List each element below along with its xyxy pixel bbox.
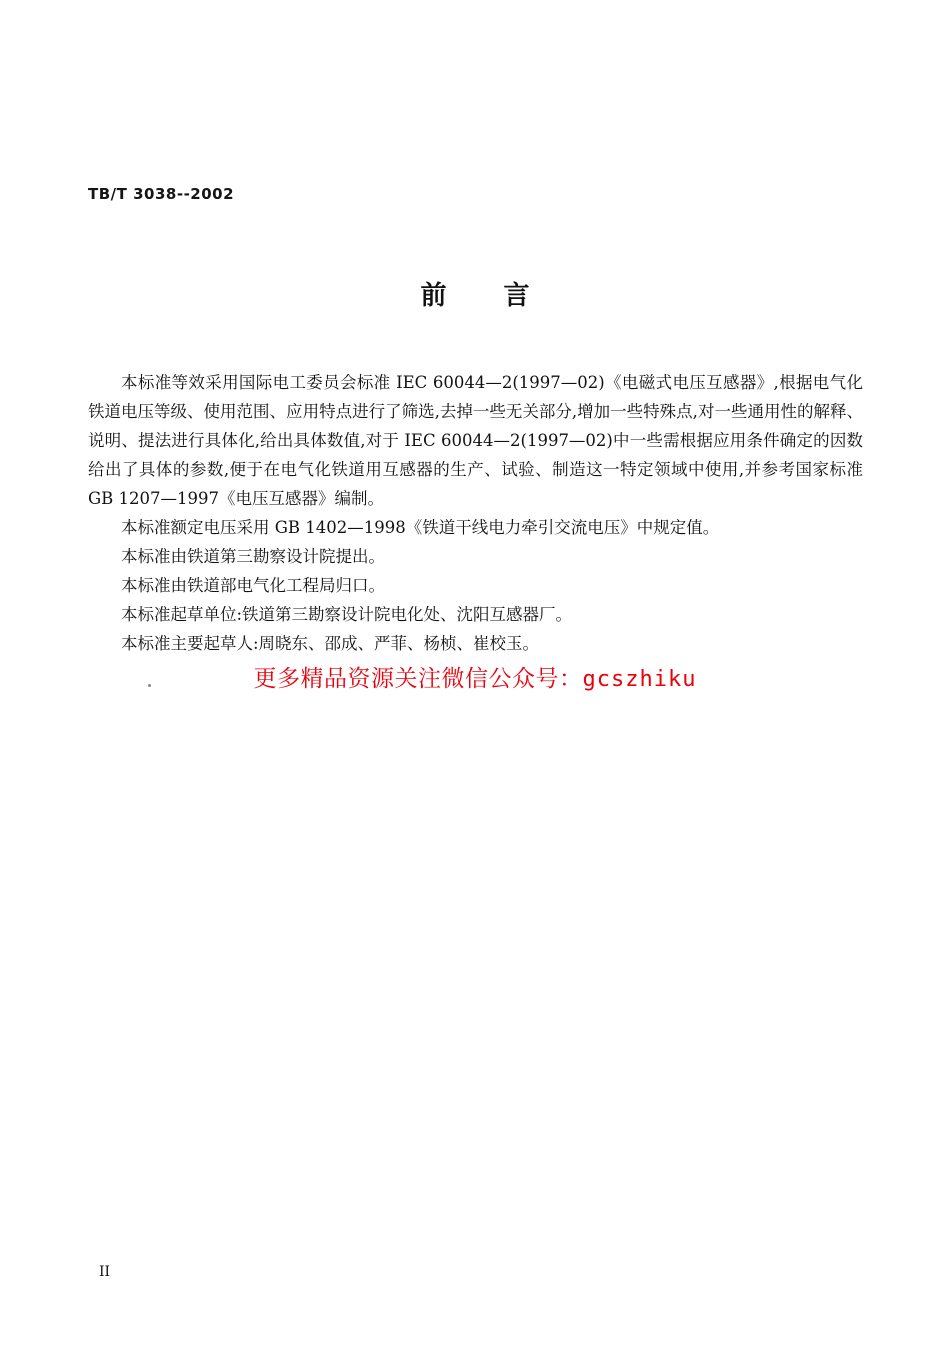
watermark-text: [0, 660, 950, 693]
page-number: II: [99, 1264, 111, 1280]
watermark-label: 更多精品资源关注微信公众号：: [253, 666, 583, 692]
paragraph: 本标准由铁道第三勘察设计院提出。: [121, 547, 385, 566]
paragraph: 本标准由铁道部电气化工程局归口。: [121, 576, 385, 595]
paragraph: 本标准等效采用国际电工委员会标准 IEC 60044—2(1997—02)《电磁式电压互感器》,根据电气化铁道电压等级、使用范围、应用特点进行了筛选,去掉一些无关部分,增加一些特殊点,对一些通用性的解释、说明、提法进行具体化,给出具体数值,对于 IEC 60044—2(1997—02)中一些需根据应用条件确定的因数给出了具体的参数,便于在电气化铁道用互感器的生产、试验、制造这一特定领域中使用,并参考国家标准 GB 1207—1997《电压互感器》编制。: [88, 373, 863, 508]
watermark-code: gcszhiku: [582, 667, 697, 692]
page-title: 前 言: [420, 281, 554, 311]
paragraph: 本标准主要起草人:周晓东、邵成、严菲、杨桢、崔校玉。: [121, 634, 540, 653]
paragraph: 本标准额定电压采用 GB 1402—1998《铁道干线电力牵引交流电压》中规定值。: [121, 518, 720, 537]
standard-number: TB/T 3038--2002: [88, 185, 235, 203]
paragraph: 本标准起草单位:铁道第三勘察设计院电化处、沈阳互感器厂。: [121, 605, 573, 624]
foreword-body: [88, 368, 863, 658]
